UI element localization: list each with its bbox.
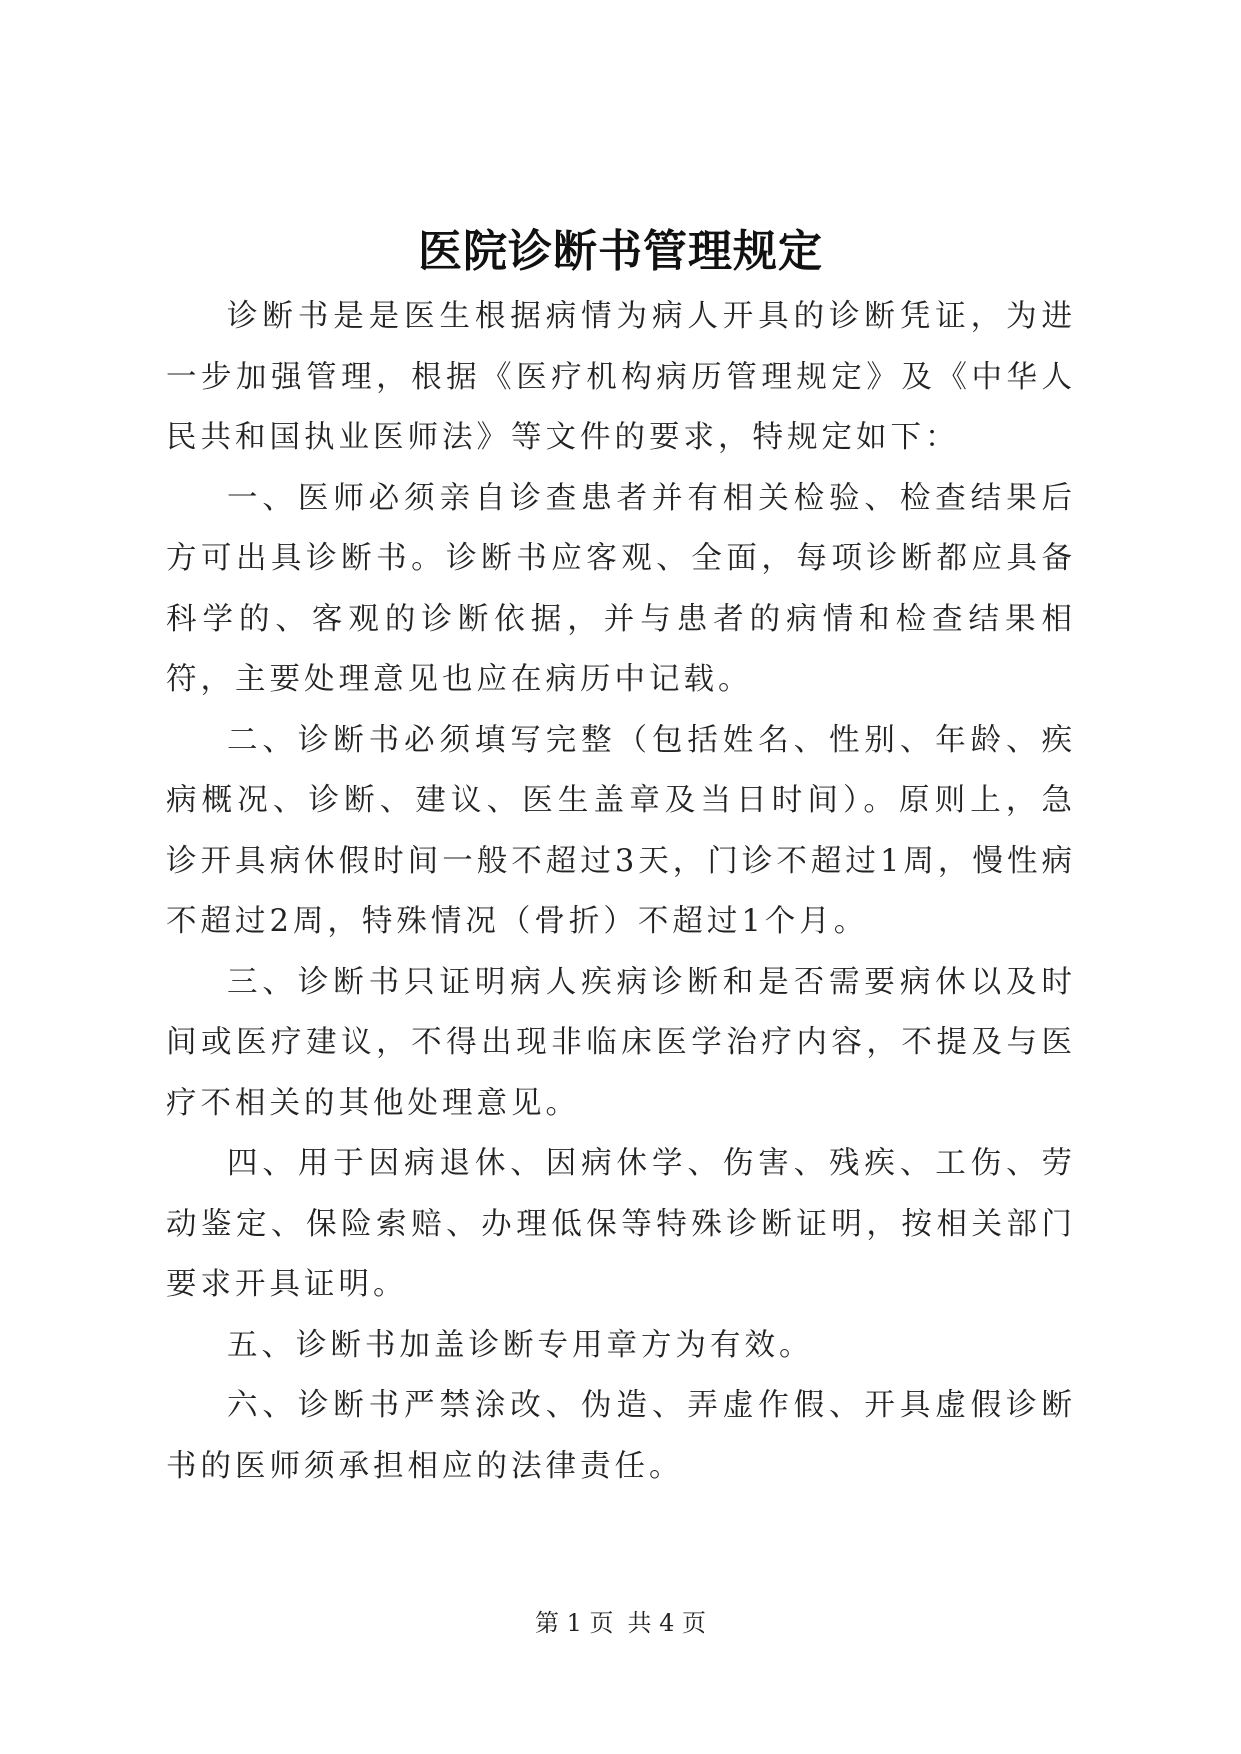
rule-paragraph-3: 三、诊断书只证明病人疾病诊断和是否需要病休以及时间或医疗建议，不得出现非临床医学治疗内容，不提及与医疗不相关的其他处理意见。 <box>166 964 1076 1121</box>
page-number: 第 1 页 <box>534 1609 614 1637</box>
page-total: 共 4 页 <box>627 1609 707 1637</box>
intro-paragraph: 诊断书是是医生根据病情为病人开具的诊断凭证，为进一步加强管理，根据《医疗机构病历管理规定》及《中华人民共和国执业医师法》等文件的要求，特规定如下： <box>166 299 1076 455</box>
document-title: 医院诊断书管理规定 <box>418 226 823 277</box>
document-body <box>166 287 1076 1497</box>
rule-paragraph-2: 二、诊断书必须填写完整（包括姓名、性别、年龄、疾病概况、诊断、建议、医生盖章及当日时间）。原则上，急诊开具病休假时间一般不超过3天，门诊不超过1周，慢性病不超过2周，特殊情况（骨折）不超过1个月。 <box>166 722 1076 939</box>
rule-paragraph-1: 一、医师必须亲自诊查患者并有相关检验、检查结果后方可出具诊断书。诊断书应客观、全面，每项诊断都应具备科学的、客观的诊断依据，并与患者的病情和检查结果相符，主要处理意见也应在病历中记载。 <box>166 480 1076 697</box>
rule-paragraph-4: 四、用于因病退休、因病休学、伤害、残疾、工伤、劳动鉴定、保险索赔、办理低保等特殊诊断证明，按相关部门要求开具证明。 <box>166 1146 1076 1302</box>
rule-paragraph-6: 六、诊断书严禁涂改、伪造、弄虚作假、开具虚假诊断书的医师须承担相应的法律责任。 <box>166 1388 1076 1484</box>
page-footer <box>0 1608 1241 1638</box>
rule-paragraph-5: 五、诊断书加盖诊断专用章方为有效。 <box>227 1327 814 1363</box>
